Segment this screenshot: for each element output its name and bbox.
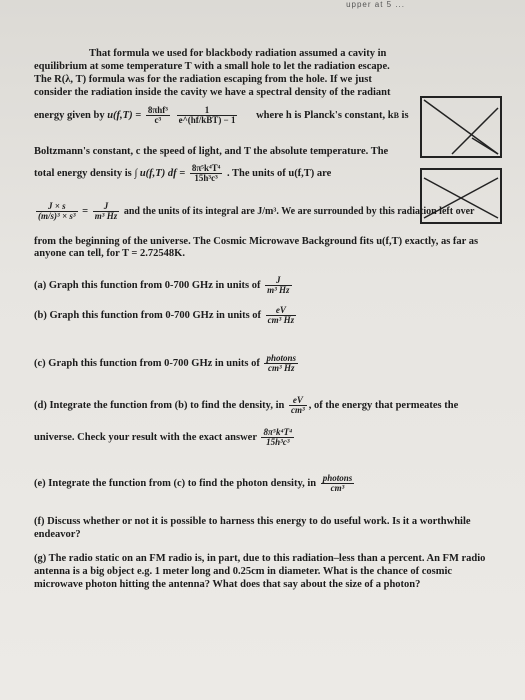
fraction-units-rhs: $\frac{J}{\text{m³ Hz}}$ — [94, 201, 118, 221]
intro-line-5: energy given by u(f,T) = $\frac{\text{8πhf³}}{\text{c³}}$ $\frac{1}{\text{e\textasciicircum{}(hf/kBT) − 1}}$ where h is Planck's constant, kB is — [34, 105, 409, 125]
part-f-line-2: endeavor? — [34, 529, 81, 540]
energy-label: energy given by — [34, 109, 105, 121]
total-energy-label: total energy density is — [34, 167, 132, 179]
fraction-d-exact-answer: $\frac{\text{8π⁵k⁴T⁴}}{\text{15h³c³}}$ — [263, 427, 293, 447]
fraction-b-units: $\frac{eV}{\text{cm³ Hz}}$ — [267, 305, 295, 325]
part-e: (e) Integrate the function from (c) to find the photon density, in $\frac{\text{photons}}{\text{cm³}}$ — [34, 473, 353, 493]
part-f-line-1: (f) Discuss whether or not it is possible to harness this energy to do useful work. Is it a worthwhile — [34, 516, 471, 527]
part-b: (b) Graph this function from 0-700 GHz in units of $\frac{eV}{\text{cm³ Hz}}$ — [34, 305, 295, 325]
planck-note: where h is Planck's constant, k — [256, 109, 394, 121]
fraction-e-units: $\frac{\text{photons}}{\text{cm³}}$ — [322, 473, 353, 493]
fraction-units-lhs: $\frac{J \times s}{\text{(m/s)³ × s³}}$ — [38, 201, 76, 221]
intro-line-6: Boltzmann's constant, c the speed of light, and T the absolute temperature. The — [34, 146, 389, 157]
intro-line-10: anyone can tell, for T = 2.72548K. — [34, 248, 185, 259]
intro-line-1: That formula we used for blackbody radiation assumed a cavity in — [89, 48, 387, 59]
part-g-line-1: (g) The radio static on an FM radio is, in part, due to this radiation–less than a percent. An FM radio — [34, 553, 486, 564]
intro-line-9: from the beginning of the universe. The Cosmic Microwave Background fits u(f,T) exactly, as far as — [34, 236, 479, 247]
fraction-8pihf3-c3: $\frac{\text{8πhf³}}{\text{c³}}$ — [147, 105, 168, 125]
integral-units-text: and the units of its integral are J/m³. We are surrounded by this radiation left over — [123, 205, 475, 217]
u-formula-lhs: u(f,T) = — [107, 109, 142, 121]
intro-line-4: consider the radiation inside the cavity we have a spectral density of the radiant — [34, 87, 391, 98]
part-d-line-2: universe. Check your result with the exact answer $\frac{\text{8π⁵k⁴T⁴}}{\text{15h³c³}}$ — [34, 427, 293, 447]
part-a: (a) Graph this function from 0-700 GHz in units of $\frac{J}{\text{m³ Hz}}$ — [34, 275, 290, 295]
cut-off-header-text: upper at 5 ... — [346, 0, 405, 9]
intro-line-2: equilibrium at some temperature T with a small hole to let the radiation escape. — [34, 61, 390, 72]
fraction-d-units: $\frac{eV}{\text{cm³}}$ — [290, 395, 305, 415]
intro-line-8: $\frac{J \times s}{\text{(m/s)³ × s³}}$ = $\frac{J}{\text{m³ Hz}}$ and the units of its integral are J/m³. We are surrounded by this radiation left over — [38, 201, 475, 221]
fraction-a-units: $\frac{J}{\text{m³ Hz}}$ — [267, 275, 290, 295]
units-label: . The units of u(f,T) are — [226, 167, 332, 179]
fraction-c-units: $\frac{\text{photons}}{\text{cm³ Hz}}$ — [266, 353, 296, 373]
fraction-bose-einstein: $\frac{1}{\text{e\textasciicircum{}(hf/kBT) − 1}}$ — [178, 105, 236, 125]
kb-subscript: B — [393, 110, 399, 120]
fraction-total-energy: $\frac{\text{8π⁵k⁴T⁴}}{\text{15h³c³}}$ — [191, 163, 221, 183]
cavity-diagram-top — [420, 96, 502, 158]
part-c: (c) Graph this function from 0-700 GHz in units of $\frac{\text{photons}}{\text{cm³ Hz}}$ — [34, 353, 296, 373]
part-g-line-2: antenna is a big object e.g. 1 meter long and 0.25cm in diameter. What is the chance of cosmic — [34, 566, 453, 577]
part-g-line-3: microwave photon hitting the antenna? What does that say about the size of a photon? — [34, 579, 421, 590]
integral-expression: ∫ u(f,T) df = — [134, 167, 186, 179]
intro-line-7 — [34, 164, 331, 183]
part-d-line-1: (d) Integrate the function from (b) to find the density, in $\frac{eV}{\text{cm³}}$ , of the energy that permeates the — [34, 395, 459, 415]
intro-line-3: The R(λ, T) formula was for the radiation escaping from the hole. If we just — [34, 74, 372, 85]
